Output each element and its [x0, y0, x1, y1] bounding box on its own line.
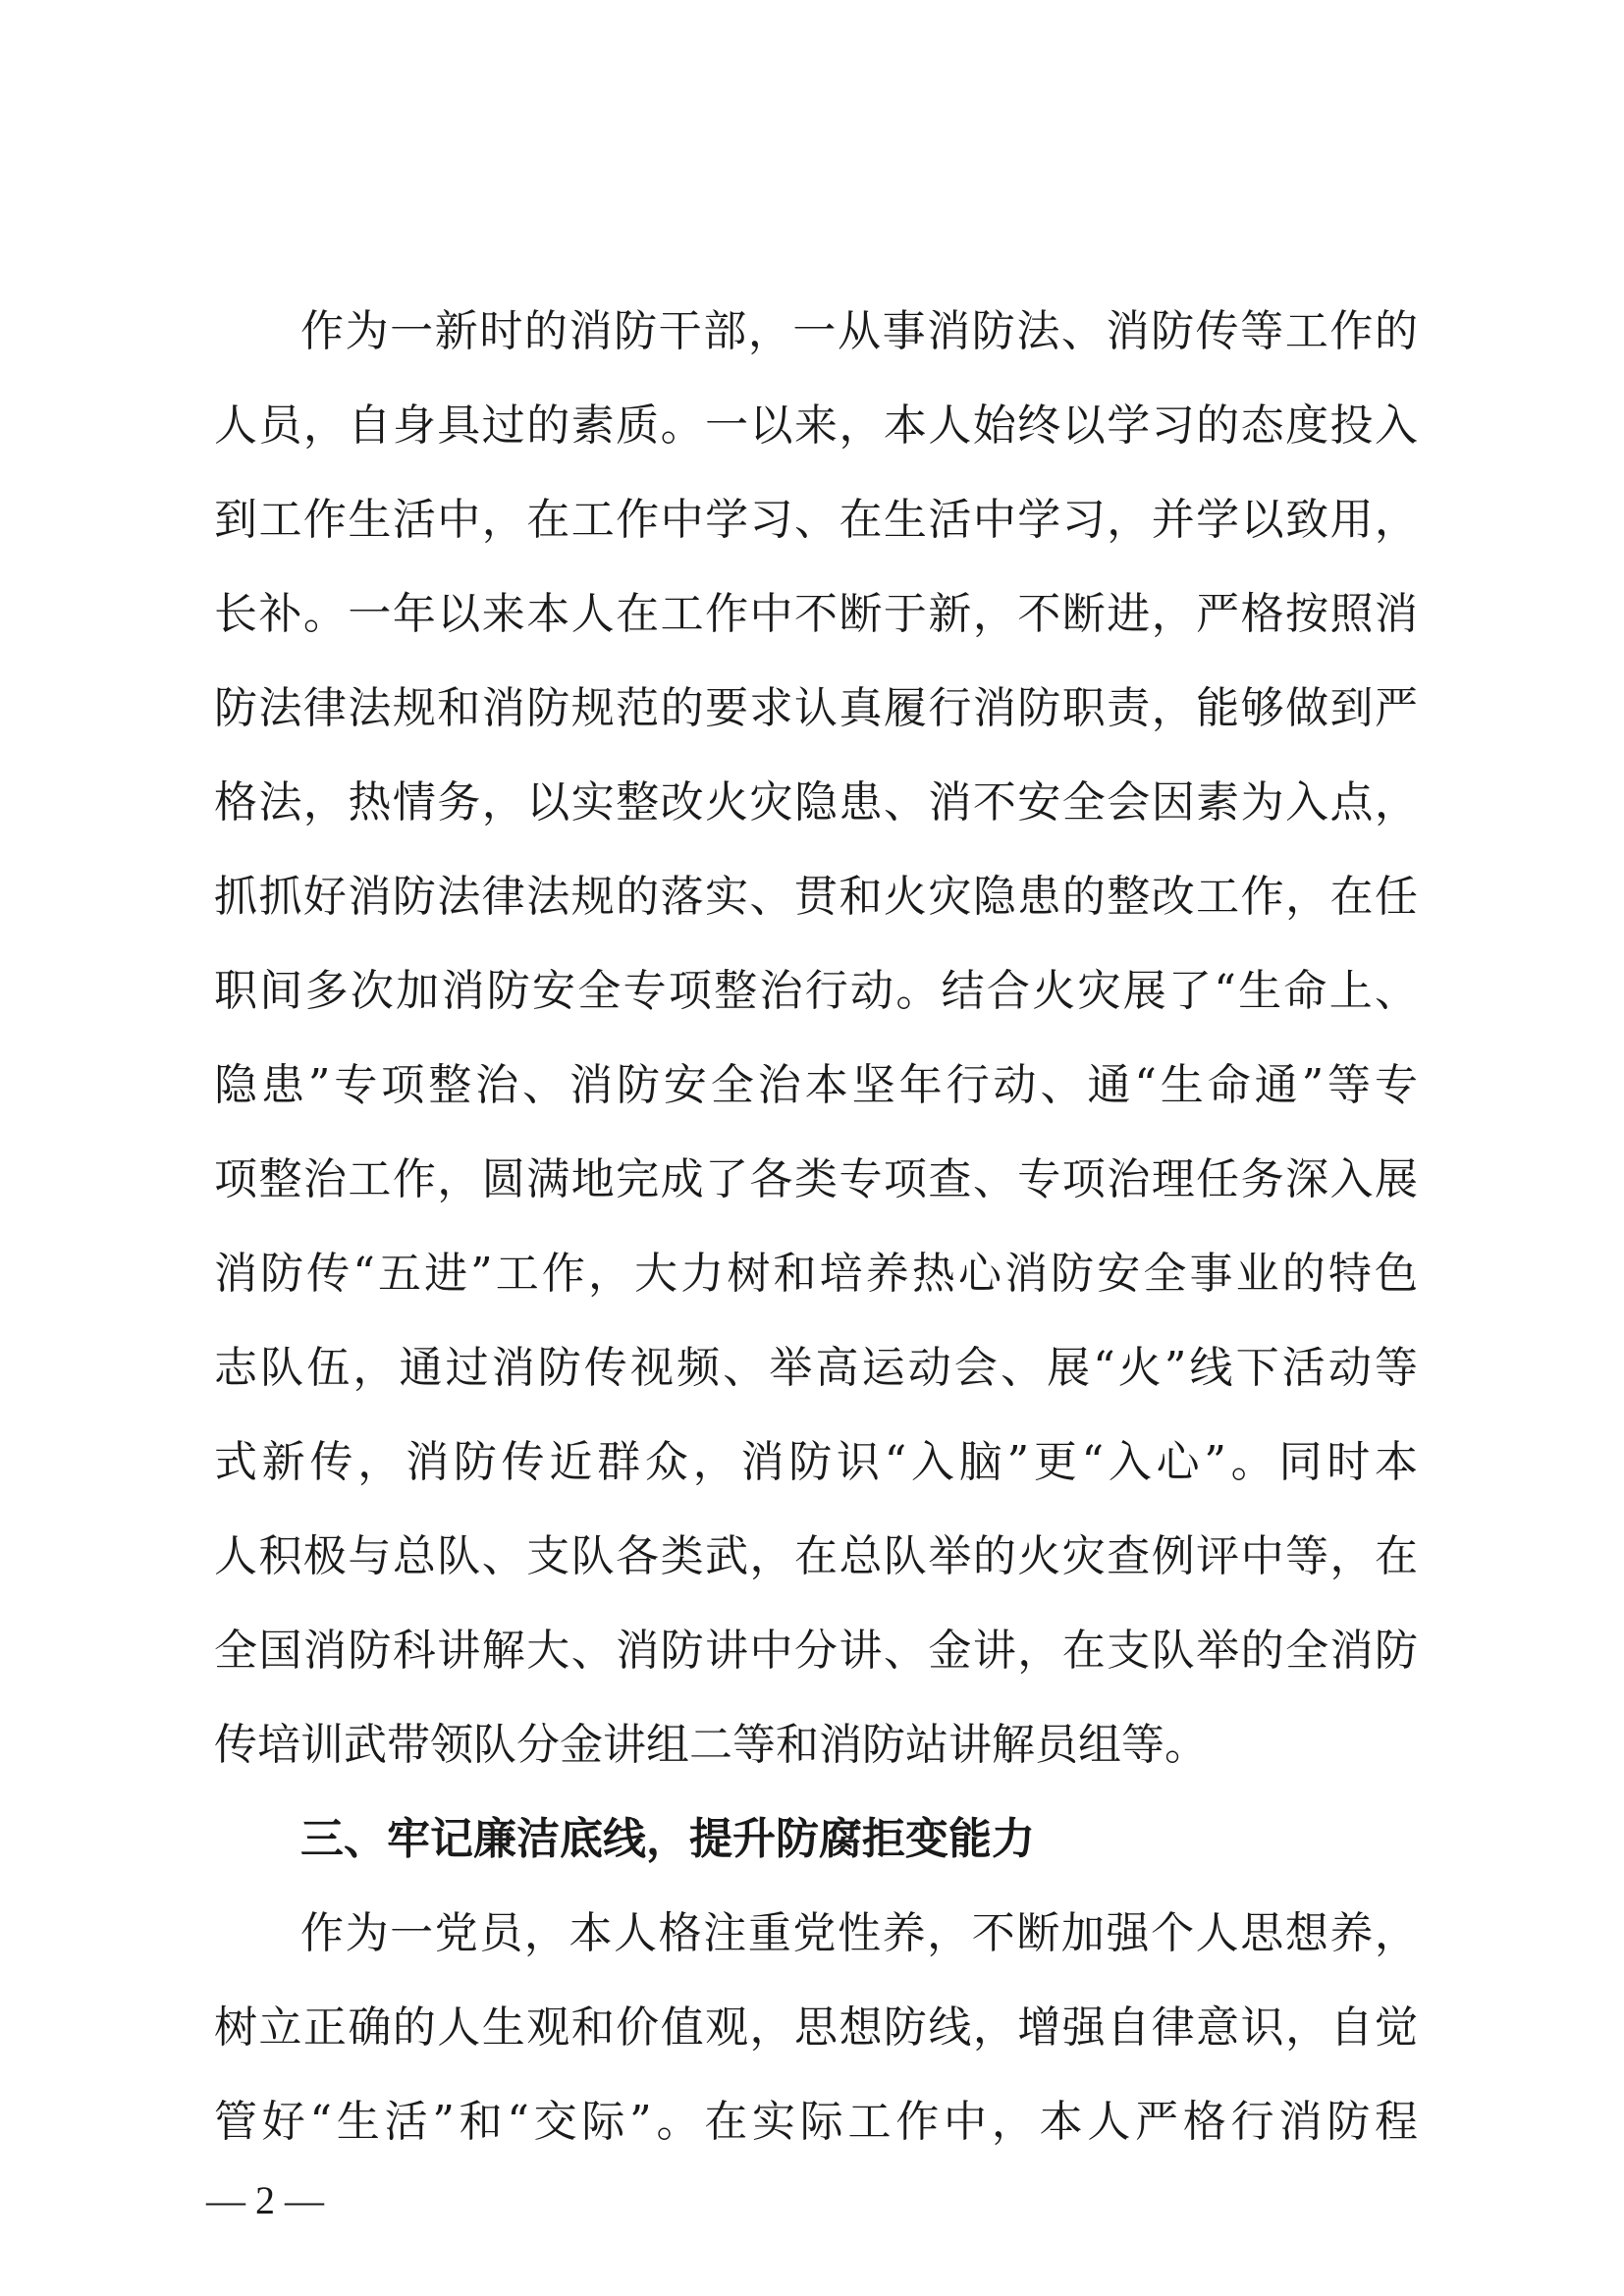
- section-heading: 三、牢记廉洁底线，提升防腐拒变能力: [300, 1814, 1035, 1864]
- paragraph-1-line: 抓抓好消防法律法规的落实、贯和火灾隐患的整改工作，在任: [214, 872, 1418, 922]
- paragraph-1-line: 传培训武带领队分金讲组二等和消防站讲解员组等。: [214, 1720, 1208, 1770]
- paragraph-1-line: 防法律法规和消防规范的要求认真履行消防职责，能够做到严: [214, 683, 1418, 733]
- paragraph-2-line: 树立正确的人生观和价值观，思想防线，增强自律意识，自觉: [214, 2002, 1418, 2053]
- paragraph-1-line: 作为一新时的消防干部，一从事消防法、消防传等工作的: [300, 306, 1418, 356]
- paragraph-1-line: 人员，自身具过的素质。一以来，本人始终以学习的态度投入: [214, 400, 1418, 451]
- paragraph-1-line: 项整治工作，圆满地完成了各类专项查、专项治理任务深入展: [214, 1154, 1418, 1204]
- paragraph-2-line: 作为一党员，本人格注重党性养，不断加强个人思想养，: [300, 1908, 1418, 1958]
- page-number: — 2 —: [206, 2178, 324, 2222]
- paragraph-1-line: 长补。一年以来本人在工作中不断于新，不断进，严格按照消: [214, 589, 1418, 639]
- paragraph-1-line: 职间多次加消防安全专项整治行动。结合火灾展了“生命上、: [214, 966, 1418, 1016]
- paragraph-1-line: 到工作生活中，在工作中学习、在生活中学习，并学以致用，: [214, 495, 1418, 545]
- paragraph-1-line: 消防传“五进”工作，大力树和培养热心消防安全事业的特色: [214, 1249, 1418, 1299]
- paragraph-1-line: 全国消防科讲解大、消防讲中分讲、金讲，在支队举的全消防: [214, 1626, 1418, 1676]
- paragraph-2-line: 管好“生活”和“交际”。在实际工作中，本人严格行消防程: [214, 2097, 1418, 2147]
- paragraph-1-line: 隐患”专项整治、消防安全治本坚年行动、通“生命通”等专: [214, 1060, 1418, 1110]
- paragraph-1-line: 人积极与总队、支队各类武，在总队举的火灾查例评中等，在: [214, 1531, 1418, 1581]
- paragraph-1-line: 志队伍，通过消防传视频、举高运动会、展“火”线下活动等: [214, 1343, 1418, 1393]
- paragraph-1-line: 格法，热情务，以实整改火灾隐患、消不安全会因素为入点，: [214, 777, 1418, 828]
- paragraph-1-line: 式新传，消防传近群众，消防识“入脑”更“入心”。同时本: [214, 1437, 1418, 1487]
